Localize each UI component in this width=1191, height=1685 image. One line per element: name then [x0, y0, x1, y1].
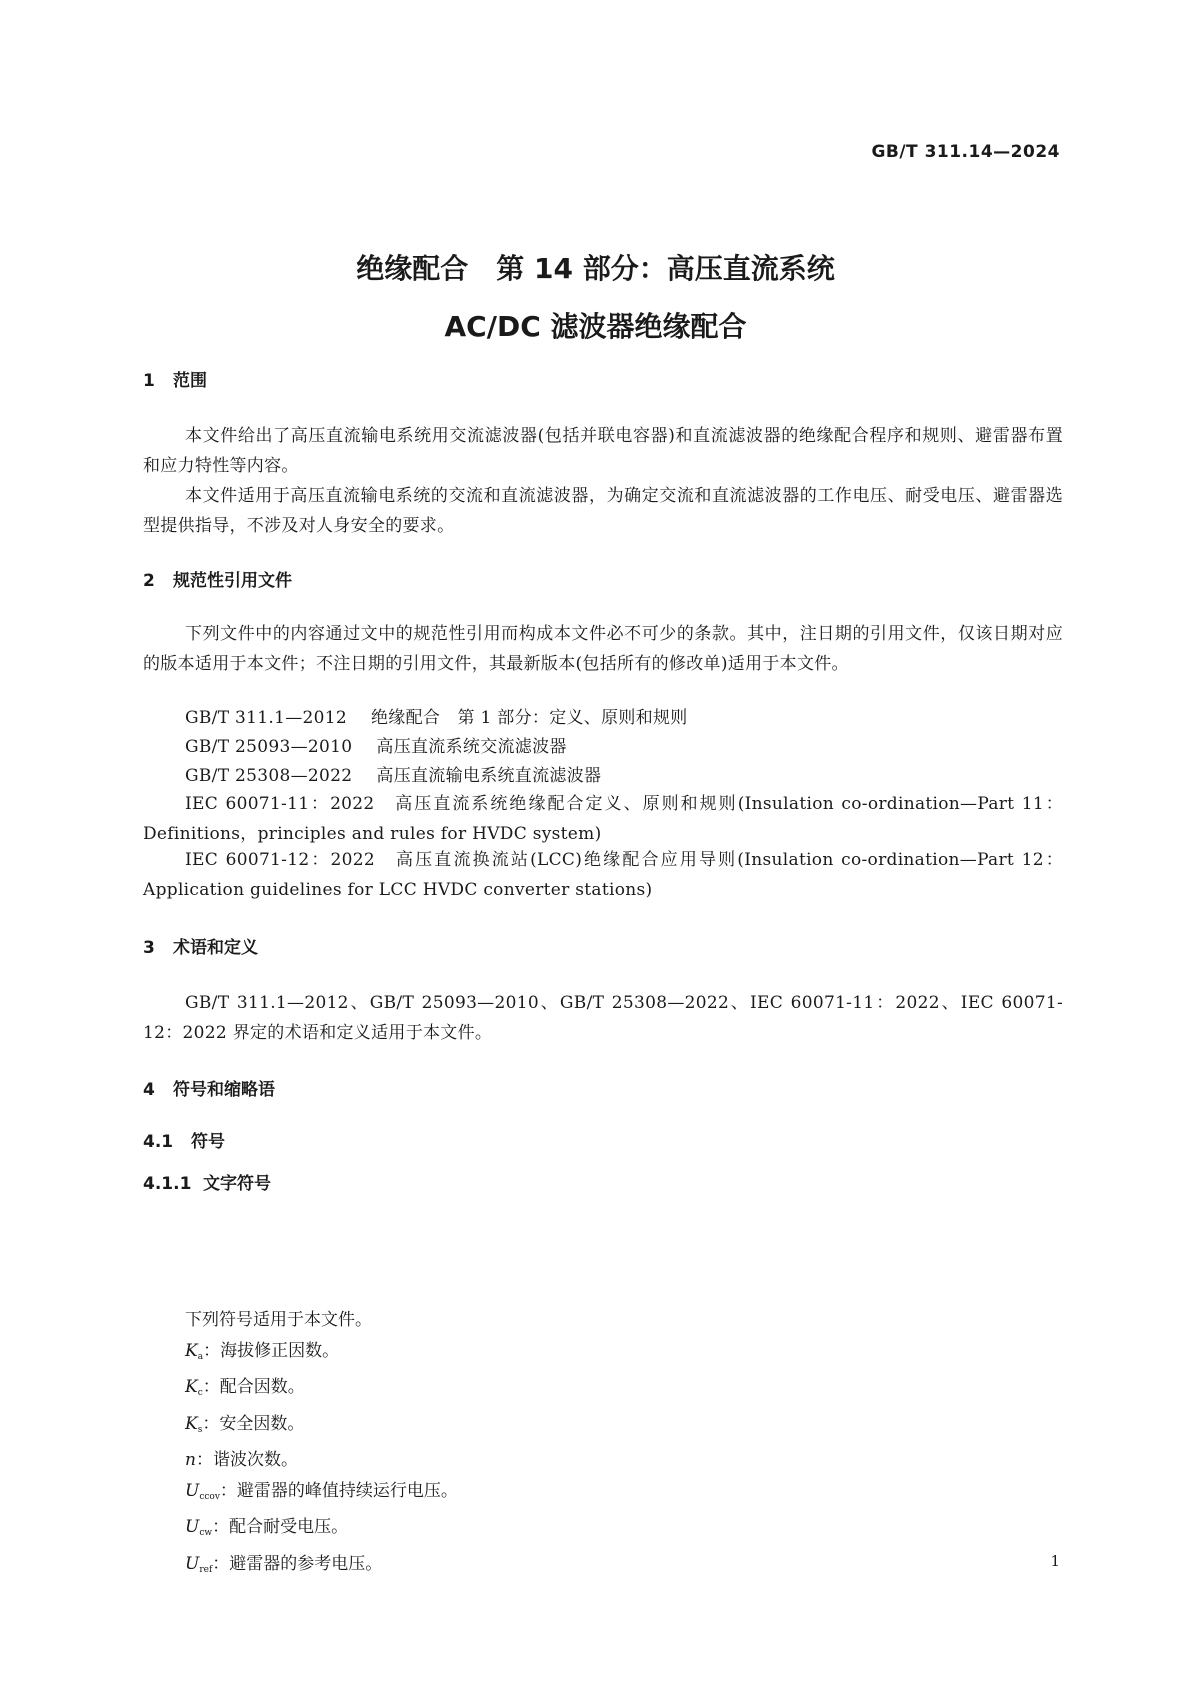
symbol-row — [185, 1512, 458, 1549]
symbol-description: ：避雷器的峰值持续运行电压。 — [219, 1480, 458, 1501]
page-number: 1 — [1050, 1552, 1060, 1570]
symbol-row — [185, 1549, 458, 1586]
symbol-subscript: cw — [199, 1528, 213, 1538]
reference-item — [185, 761, 601, 791]
symbol-subscript: ccov — [199, 1491, 220, 1502]
reference-code: GB/T 25093—2010 — [185, 737, 353, 757]
section-number: 4.1 — [143, 1132, 174, 1152]
paragraph: 下列文件中的内容通过文中的规范性引用而构成本文件必不可少的条款。其中，注日期的引用文件，仅该日期对应的版本适用于本文件；不注日期的引用文件，其最新版本(包括所有的修改单)适用于本文件。 — [143, 624, 1063, 674]
symbol-subscript: ref — [199, 1564, 213, 1575]
section-title: 范围 — [173, 371, 207, 391]
symbol: U — [185, 1480, 200, 1501]
symbol-description: ：配合因数。 — [202, 1377, 305, 1397]
section-title: 符号和缩略语 — [173, 1080, 275, 1100]
reference-item-iec-11 — [143, 789, 1063, 849]
section-2-heading — [143, 566, 292, 591]
symbol-row — [185, 1336, 458, 1373]
section-number: 1 — [143, 371, 155, 391]
section-1-body — [143, 421, 1063, 541]
paragraph: 本文件给出了高压直流输电系统用交流滤波器(包括并联电容器)和直流滤波器的绝缘配合程序和规则、避雷器布置和应力特性等内容。 — [143, 426, 1063, 476]
standard-number: GB/T 311.14—2024 — [871, 142, 1060, 162]
symbol: U — [185, 1553, 200, 1574]
reference-item — [185, 732, 567, 762]
section-title: 术语和定义 — [173, 938, 258, 958]
reference-item-iec-12 — [143, 845, 1063, 905]
section-4-1-heading — [143, 1127, 225, 1152]
symbol-subscript: c — [197, 1388, 203, 1398]
section-title: 文字符号 — [203, 1174, 271, 1194]
symbol: U — [185, 1517, 200, 1537]
reference-code: GB/T 25308—2022 — [185, 766, 353, 786]
symbol: K — [185, 1413, 198, 1434]
section-title: 符号 — [191, 1132, 225, 1152]
section-3-body — [143, 988, 1063, 1048]
symbol-row — [185, 1372, 458, 1409]
section-number: 4 — [143, 1080, 155, 1100]
paragraph: IEC 60071-12：2022 高压直流换流站(LCC)绝缘配合应用导则(Insulation co-ordination—Part 12：Application guidelines for LCC HVDC converter stations) — [143, 850, 1063, 900]
symbol-row — [185, 1445, 458, 1476]
reference-item — [185, 703, 688, 733]
symbol-row — [185, 1409, 458, 1446]
symbol: n — [185, 1450, 196, 1470]
title-line-1: 绝缘配合 第 14 部分：高压直流系统 — [356, 252, 835, 285]
symbol-description: ：避雷器的参考电压。 — [212, 1553, 383, 1574]
symbol-subscript: s — [197, 1424, 203, 1435]
symbol-list — [185, 1305, 458, 1585]
section-2-intro — [143, 619, 1063, 679]
paragraph: IEC 60071-11：2022 高压直流系统绝缘配合定义、原则和规则(Insulation co-ordination—Part 11：Definitions，principles and rules for HVDC system) — [143, 794, 1063, 844]
symbol-intro: 下列符号适用于本文件。 — [185, 1310, 372, 1330]
paragraph: 本文件适用于高压直流输电系统的交流和直流滤波器，为确定交流和直流滤波器的工作电压、耐受电压、避雷器选型提供指导，不涉及对人身安全的要求。 — [143, 486, 1063, 536]
section-4-1-1-heading — [143, 1169, 271, 1194]
symbol-description: ：配合耐受电压。 — [212, 1517, 349, 1537]
symbol-description: ：海拔修正因数。 — [203, 1340, 340, 1361]
symbol-description: ：谐波次数。 — [195, 1450, 298, 1470]
section-4-heading — [143, 1075, 275, 1100]
title-line-2: AC/DC 滤波器绝缘配合 — [444, 310, 747, 343]
section-number: 2 — [143, 571, 155, 591]
reference-title: 绝缘配合 第 1 部分：定义、原则和规则 — [370, 708, 688, 728]
symbol: K — [185, 1340, 198, 1361]
symbol-subscript: a — [197, 1351, 204, 1362]
section-title: 规范性引用文件 — [173, 571, 292, 591]
reference-code: GB/T 311.1—2012 — [185, 708, 347, 728]
paragraph: GB/T 311.1—2012、GB/T 25093—2010、GB/T 25308—2022、IEC 60071-11：2022、IEC 60071-12：2022 界定的术语和定义适用于本文件。 — [143, 993, 1063, 1043]
symbol-description: ：安全因数。 — [202, 1413, 305, 1434]
section-1-heading — [143, 366, 207, 391]
symbol: K — [185, 1377, 198, 1397]
reference-title: 高压直流输电系统直流滤波器 — [376, 766, 602, 786]
symbol-row — [185, 1476, 458, 1513]
document-title — [0, 240, 1191, 356]
reference-title: 高压直流系统交流滤波器 — [376, 737, 567, 757]
section-number: 4.1.1 — [143, 1174, 192, 1194]
section-number: 3 — [143, 938, 155, 958]
section-3-heading — [143, 933, 258, 958]
